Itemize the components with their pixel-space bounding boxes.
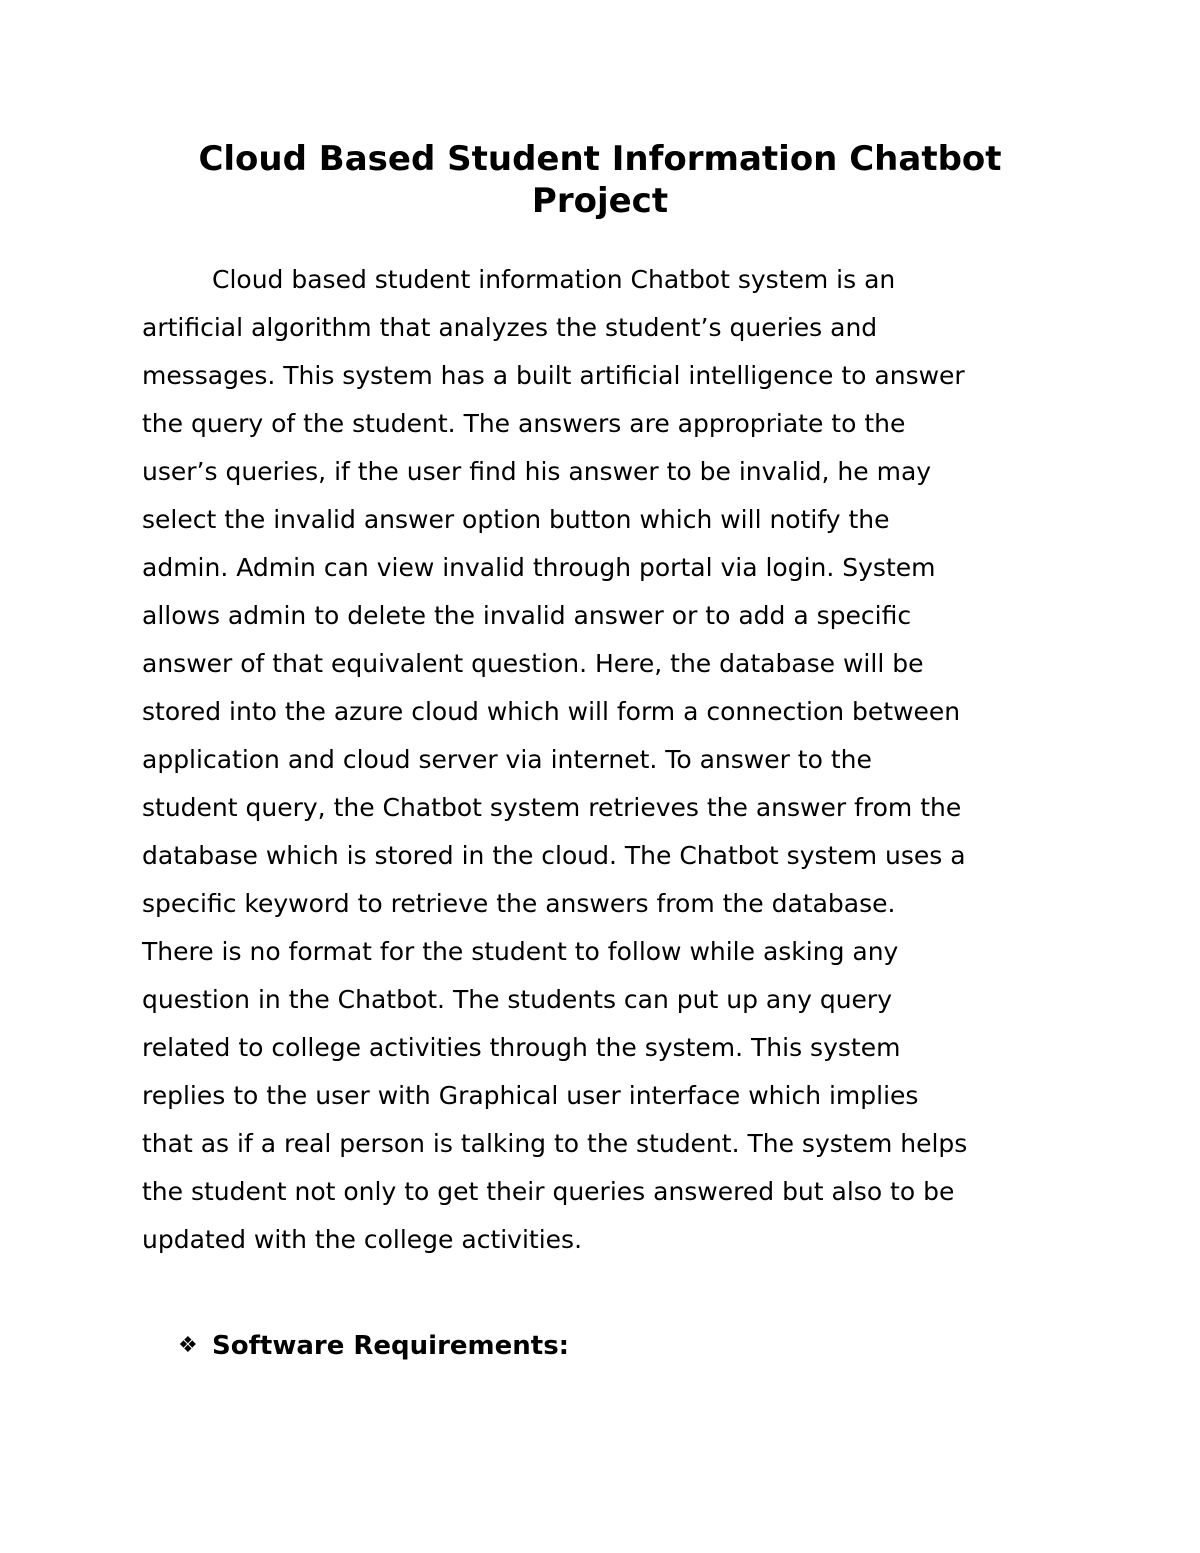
document-title [142,138,1058,222]
paragraph-line: database which is stored in the cloud. The Chatbot system uses a [142,841,966,870]
paragraph-line: that as if a real person is talking to the student. The system helps [142,1129,968,1158]
paragraph-line: application and cloud server via internet. To answer to the [142,745,872,774]
paragraph-line: question in the Chatbot. The students can put up any query [142,985,892,1014]
title-line-1: Cloud Based Student Information Chatbot [198,139,1002,179]
paragraph-line: stored into the azure cloud which will form a connection between [142,697,961,726]
paragraph-line: allows admin to delete the invalid answer or to add a specific [142,601,912,630]
paragraph-line: replies to the user with Graphical user interface which implies [142,1081,919,1110]
title-line-2: Project [531,181,669,221]
paragraph-line: answer of that equivalent question. Here, the database will be [142,649,924,678]
paragraph-line: the student not only to get their queries answered but also to be [142,1177,955,1206]
section-heading-label: Software Requirements: [212,1331,570,1361]
paragraph-line: updated with the college activities. [142,1225,583,1254]
paragraph-line: artificial algorithm that analyzes the student’s queries and [142,313,878,342]
paragraph-line: the query of the student. The answers are appropriate to the [142,409,906,438]
paragraph-line: specific keyword to retrieve the answers from the database. [142,889,896,918]
paragraph-line: related to college activities through the system. This system [142,1033,901,1062]
section-heading-software-requirements [178,1326,569,1366]
paragraph-line: student query, the Chatbot system retrieves the answer from the [142,793,962,822]
paragraph-line: Cloud based student information Chatbot system is an [212,265,896,294]
paragraph-line: messages. This system has a built artificial intelligence to answer [142,361,965,390]
paragraph-line: admin. Admin can view invalid through portal via login. System [142,553,936,582]
paragraph-line: There is no format for the student to follow while asking any [142,937,899,966]
paragraph-line: user’s queries, if the user find his answer to be invalid, he may [142,457,932,486]
diamond-bullet-icon: ❖ [178,1333,198,1358]
body-paragraph [142,256,1052,1264]
paragraph-line: select the invalid answer option button which will notify the [142,505,890,534]
